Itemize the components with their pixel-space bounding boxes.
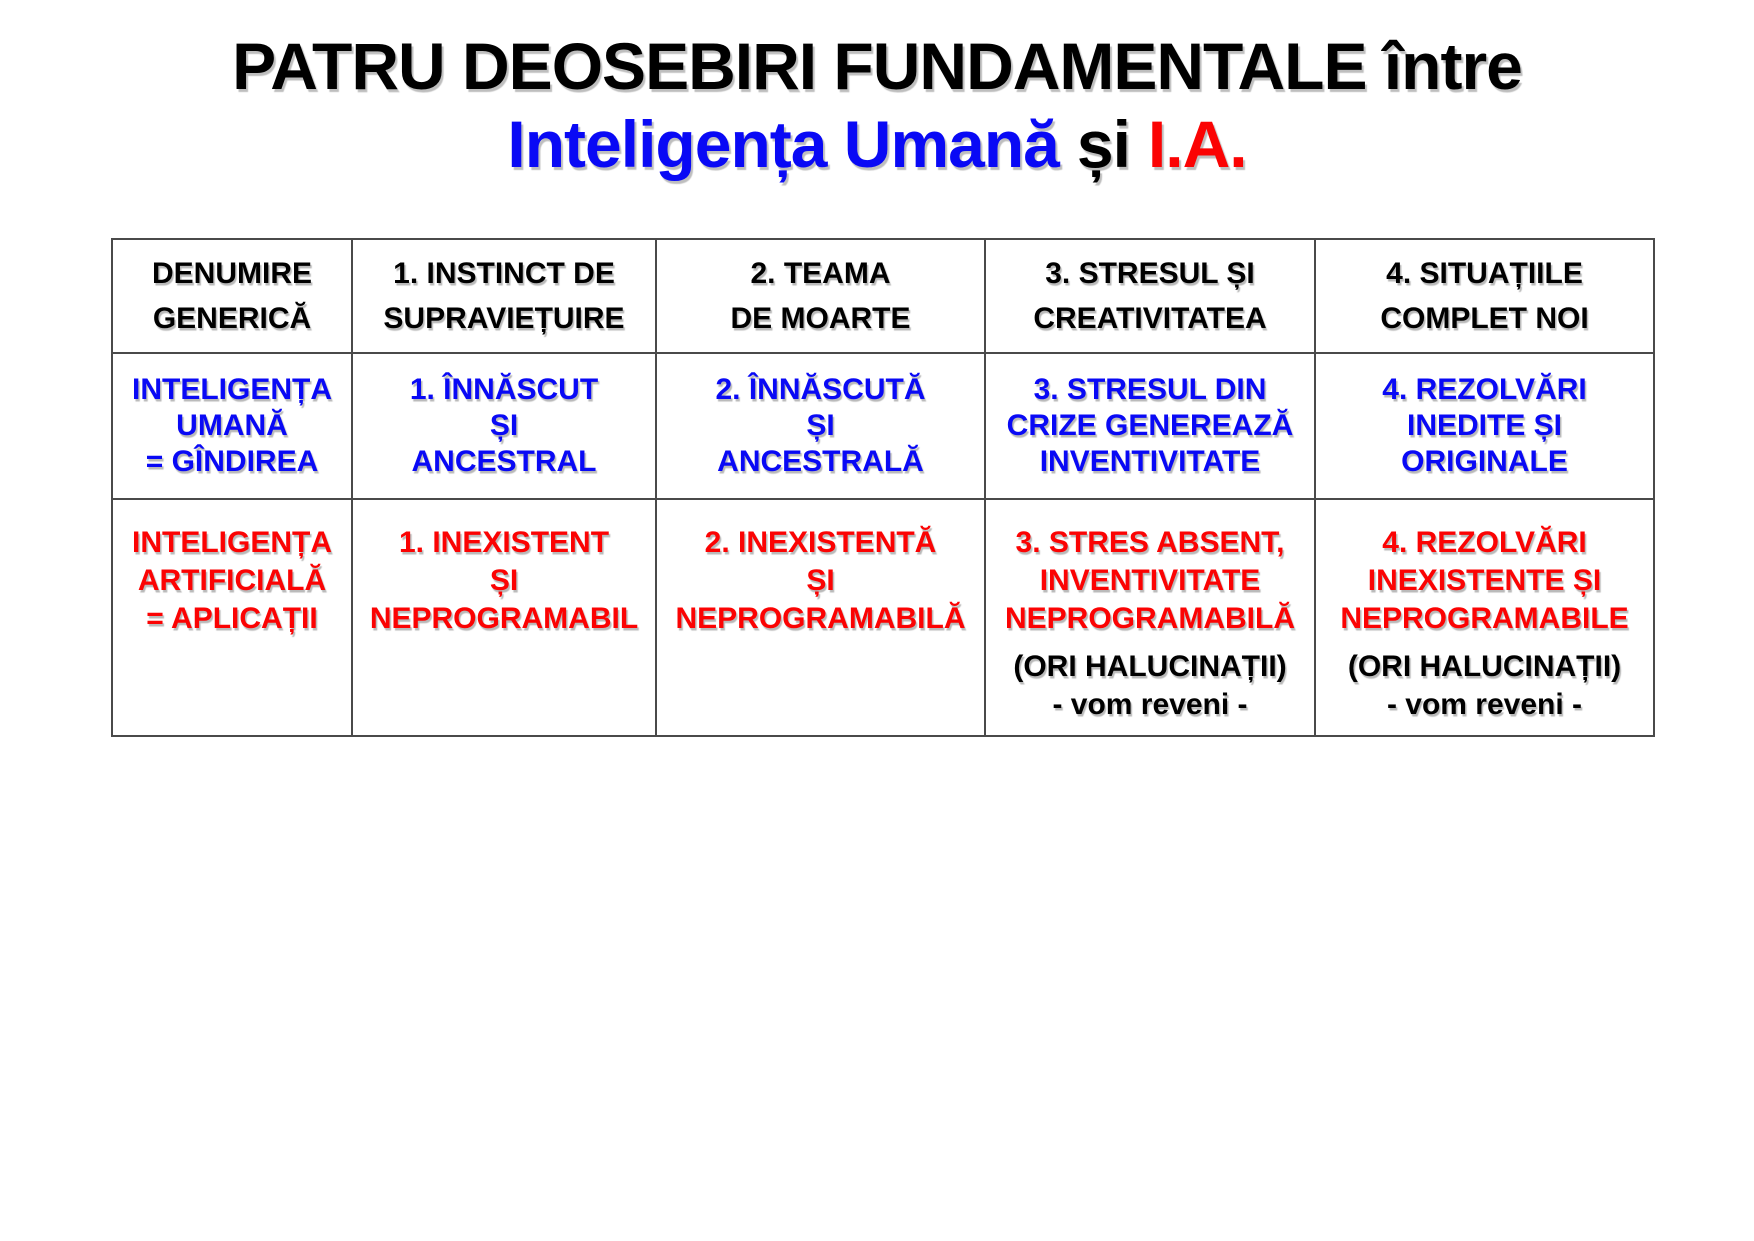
text-line: SUPRAVIEȚUIRE (383, 302, 625, 335)
text-line: CRIZE GENEREAZĂ (1006, 409, 1294, 442)
ai-cell-situatii (1316, 500, 1655, 737)
text-line: INVENTIVITATE (1039, 564, 1261, 597)
text-line: = APLICAȚII (146, 602, 318, 635)
header-cell-instinct-supravietuire (353, 240, 657, 354)
ai-cell-stres (986, 500, 1316, 737)
header-cell-teama-de-moarte (657, 240, 986, 354)
human-cell-teama (657, 354, 986, 500)
text-line: 4. SITUAȚIILE (1386, 257, 1583, 290)
text-line: - vom reveni - (1052, 688, 1248, 721)
title-conjunction: și (1076, 107, 1130, 181)
text-line: (ORI HALUCINAȚII) (1347, 650, 1622, 683)
text-line: = GÎNDIREA (145, 445, 319, 478)
text-line: 1. INEXISTENT (398, 526, 610, 559)
text-line: ANCESTRAL (411, 445, 597, 478)
ai-cell-situatii-main (1340, 524, 1628, 638)
human-cell-instinct (353, 354, 657, 500)
text-line: 3. STRES ABSENT, (1015, 526, 1285, 559)
text-line: INTELIGENȚA (132, 526, 332, 559)
text-line: DENUMIRE (151, 257, 312, 290)
text-line: 4. REZOLVĂRI (1382, 526, 1587, 559)
text-line: ȘI (806, 409, 835, 442)
human-cell-stres (986, 354, 1316, 500)
header-cell-situatiile-noi (1316, 240, 1655, 354)
text-line: ORIGINALE (1401, 445, 1568, 478)
text-line: - vom reveni - (1386, 688, 1583, 721)
text-line: 1. INSTINCT DE (393, 257, 615, 290)
text-line: 4. REZOLVĂRI (1382, 373, 1587, 406)
text-line: 1. ÎNNĂSCUT (409, 373, 599, 406)
text-line: 2. TEAMA (750, 257, 891, 290)
text-line: (ORI HALUCINAȚII) (1013, 650, 1287, 683)
text-line: 3. STRESUL ȘI (1045, 257, 1255, 290)
title-human-intelligence: Inteligența Umană (507, 107, 1059, 181)
text-line: NEPROGRAMABIL (369, 602, 639, 635)
ai-row-label-cell (113, 500, 353, 737)
hallucination-note (1013, 648, 1286, 724)
text-line: ANCESTRALĂ (717, 445, 924, 478)
human-row-label-cell (113, 354, 353, 500)
text-line: 2. ÎNNĂSCUTĂ (715, 373, 926, 406)
text-line: ȘI (489, 564, 519, 597)
text-line: 2. INEXISTENTĂ (704, 526, 937, 559)
title-ai: I.A. (1147, 107, 1247, 181)
text-line: NEPROGRAMABILĂ (675, 602, 966, 635)
title-line-1: PATRU DEOSEBIRI FUNDAMENTALE între (232, 29, 1522, 103)
text-line: NEPROGRAMABILĂ (1005, 602, 1295, 635)
text-line: ȘI (806, 564, 835, 597)
hallucination-note (1348, 648, 1621, 724)
header-cell-denumire-generica (113, 240, 353, 354)
page-title (0, 30, 1754, 180)
comparison-table (111, 238, 1655, 737)
text-line: CREATIVITATEA (1033, 302, 1267, 335)
text-line: ȘI (489, 409, 519, 442)
text-line: INVENTIVITATE (1039, 445, 1261, 478)
ai-cell-instinct (353, 500, 657, 737)
text-line: DE MOARTE (730, 302, 911, 335)
header-cell-stresul-creativitatea (986, 240, 1316, 354)
text-line: COMPLET NOI (1380, 302, 1589, 335)
ai-cell-teama (657, 500, 986, 737)
text-line: NEPROGRAMABILE (1340, 602, 1629, 635)
human-cell-situatii (1316, 354, 1655, 500)
text-line: INEXISTENTE ȘI (1367, 564, 1602, 597)
text-line: GENERICĂ (152, 302, 312, 335)
text-line: 3. STRESUL DIN (1033, 373, 1267, 406)
ai-cell-stres-main (1005, 524, 1295, 638)
text-line: INTELIGENȚA (132, 373, 332, 406)
text-line: INEDITE ȘI (1406, 409, 1563, 442)
text-line: UMANĂ (176, 409, 288, 442)
title-line-2 (0, 108, 1754, 180)
text-line: ARTIFICIALĂ (137, 564, 327, 597)
